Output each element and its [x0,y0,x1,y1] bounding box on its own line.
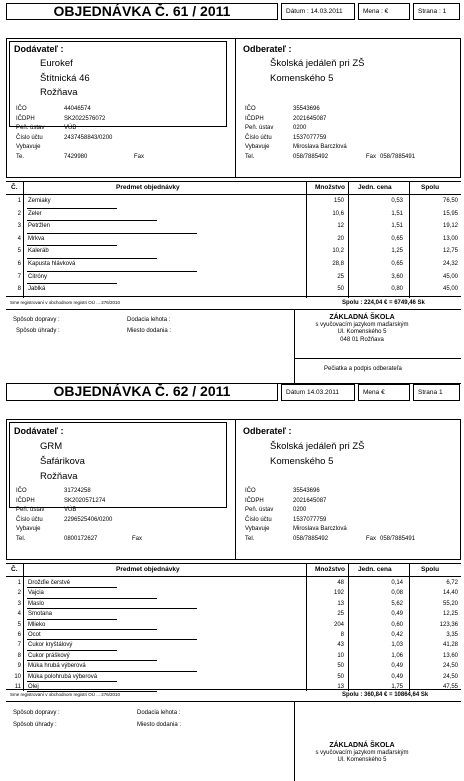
row-number: 4 [17,611,21,618]
customer-street: Komenského 5 [270,456,334,467]
item-total: 24,50 [442,663,458,670]
footer-divider [6,309,461,310]
field-key: Fax [366,154,377,160]
item-total: 45,00 [442,286,458,293]
item-unit-price: 0,49 [391,673,403,680]
item-total: 123,36 [439,621,458,628]
customer-name: Školská jedáleň pri ZŠ [270,58,365,69]
item-quantity: 50 [337,673,344,680]
signature-label: Pečiatka a podpis odberateľa [324,366,402,372]
item-unit-price: 0,80 [391,286,403,293]
customer-name: Školská jedáleň pri ZŠ [270,441,365,452]
supplier-city: Rožňava [40,471,78,482]
item-underline [27,296,157,297]
supplier-city: Rožňava [40,87,78,98]
delivery-place-label: Miesto dodania : [127,328,172,334]
column-header: Jedn. cena [358,184,392,191]
field-value: 2437458843/0200 [64,134,113,141]
order-62 [0,381,464,781]
item-total: 45,00 [442,273,458,280]
item-total: 15,95 [442,210,458,217]
table-row [6,246,461,256]
item-unit-price: 1,06 [391,652,403,659]
item-unit-price: 5,62 [391,600,403,607]
party-divider [235,419,236,560]
supplier-street: Šafárikova [40,456,85,467]
row-number: 2 [17,590,21,597]
payment-label: Spôsob úhrady : [16,328,60,334]
column-header: Spolu [421,184,440,191]
signature-line [294,358,461,359]
field-value: 058/7885491 [380,536,416,542]
item-name: Petržlen [28,223,51,230]
field-key: IČDPH [16,497,35,504]
row-number: 2 [17,210,21,217]
item-quantity: 10 [337,652,344,659]
item-quantity: 10,2 [332,248,344,255]
field-value: 058/7885491 [380,154,416,160]
field-key: IČO [245,106,256,112]
item-quantity: 8 [340,632,344,638]
item-unit-price: 0,60 [391,621,403,628]
column-header: Množstvo [315,184,345,191]
field-value: Miroslava Barczlová [293,144,347,151]
delivery-term-label: Dodacia lehota : [137,710,181,716]
field-key: IČO [16,488,27,494]
item-quantity: 12 [337,223,344,230]
item-quantity: 20 [337,235,344,242]
item-unit-price: 0,65 [391,261,403,267]
item-name: Olej [28,684,39,690]
order-currency: Mena : € [358,3,410,20]
item-name: Kapusta hlávková [28,261,76,267]
item-quantity: 50 [337,286,344,293]
item-total: 76,50 [442,198,458,204]
field-value: 35543696 [293,488,320,494]
order-header [0,381,464,403]
footer-vline [294,701,295,781]
field-value: 058/7885492 [293,154,329,160]
field-key: Peň. ústav [245,125,274,132]
row-number: 4 [17,235,21,242]
field-value: 1537077759 [293,134,327,141]
customer-label: Odberateľ : [243,426,292,436]
item-name: Zeler [28,210,42,217]
supplier-name: Eurokef [40,58,73,69]
payment-label: Spôsob úhrady : [13,722,57,728]
order-page: Strana : 1 [413,3,460,20]
field-value: VÚB [64,125,77,132]
delivery-place-label: Miesto dodania : [137,722,182,728]
column-header: Predmet objednávky [116,184,180,191]
item-name: Mrkva [28,235,45,242]
item-unit-price: 0,65 [391,235,403,242]
column-header: Č. [11,184,18,191]
item-name: Smotana [28,611,53,618]
table-row [6,272,461,282]
row-number: 6 [17,261,21,267]
field-value: 058/7885492 [293,536,329,542]
row-number: 1 [17,198,21,204]
item-total: 19,12 [442,223,458,230]
school-stamp: ZÁKLADNÁ ŠKOLA s vyučovacím jazykom maďarským Ul. Komenského 5 048 01 Rožňava [315,314,409,343]
row-number: 8 [17,286,21,293]
shipping-label: Spôsob dopravy : [13,710,60,716]
item-quantity: 28,8 [332,261,344,267]
order-title: OBJEDNÁVKA Č. 62 / 2011 [6,384,278,401]
item-total: 13,60 [442,652,458,659]
item-total: 12,75 [442,248,458,255]
field-value: 7429980 [64,154,88,160]
item-unit-price: 1,51 [391,223,403,230]
item-quantity: 204 [333,621,344,628]
item-name: Zemiaky [28,198,51,204]
item-name: Drožďie čerstvé [28,580,71,586]
registry-remark: Sme registrovaní v obchodnom registri OÚ ... 276/2010 [10,300,121,305]
item-unit-price: 1,03 [391,642,403,649]
order-header [0,0,464,22]
item-quantity: 25 [337,611,344,618]
row-number: 5 [17,621,21,628]
field-value: VÚB [64,507,77,514]
field-key: Číslo účtu [245,134,272,141]
order-total: Spolu : 224,04 € = 6749,46 Sk [342,300,425,306]
item-unit-price: 0,08 [391,590,403,597]
field-value: 2296525406/0200 [64,516,113,523]
item-name: Mlieko [28,621,46,628]
field-value: 44046574 [64,106,91,112]
field-value: 31724258 [64,488,91,494]
field-key: IČDPH [245,115,264,122]
item-unit-price: 0,42 [391,632,403,638]
item-name: Ocot [28,632,41,638]
item-total: 24,50 [442,673,458,680]
field-key: IČDPH [245,497,264,504]
row-number: 11 [14,684,21,690]
order-title: OBJEDNÁVKA Č. 61 / 2011 [6,3,278,20]
row-number: 6 [17,632,21,638]
field-value: SK2022576072 [64,115,106,122]
item-total: 41,28 [442,642,458,649]
column-header: Predmet objednávky [116,566,180,573]
item-total: 12,25 [442,611,458,618]
order-61 [0,0,464,384]
item-quantity: 13 [337,600,344,607]
party-divider [235,38,236,178]
order-total: Spolu : 360,84 € = 10864,64 Sk [342,692,429,698]
registry-remark: Sme registrovaní v obchodnom registri OÚ ... 276/2010 [10,692,121,697]
item-name: Múka polohrubá výberová [28,673,98,680]
item-quantity: 13 [337,684,344,690]
row-number: 7 [17,642,21,649]
table-row [6,209,461,219]
field-key: IČO [245,488,256,494]
field-key: Vybavuje [16,526,41,533]
item-total: 47,55 [442,684,458,690]
footer-vline [294,309,295,384]
field-key: Číslo účtu [245,516,272,523]
field-value: 0200 [293,125,307,132]
row-number: 8 [17,652,21,659]
item-quantity: 43 [337,642,344,649]
field-value: 2021645087 [293,115,327,122]
field-key: Tel. [245,154,255,160]
field-key: Tel. [245,536,255,542]
order-currency: Mena € [358,384,410,401]
item-unit-price: 1,25 [391,248,403,255]
field-key: Fax [132,536,143,542]
customer-label: Odberateľ : [243,44,292,54]
order-date: Dátum : 14.03.2011 [281,3,355,20]
item-total: 55,20 [442,600,458,607]
field-key: Vybavuje [16,144,41,151]
order-date: Dátum 14.03.2011 [281,384,355,401]
supplier-name: GRM [40,441,63,452]
field-value: 0200 [293,507,307,514]
field-key: Te. [16,154,25,160]
field-key: Číslo účtu [16,134,43,141]
table-row [6,196,461,206]
supplier-label: Dodávateľ : [14,44,64,54]
header-underline [6,576,461,577]
field-value: 1537077759 [293,516,327,523]
item-name: Maslo [28,600,45,607]
field-key: Fax [134,154,145,160]
field-key: Číslo účtu [16,516,43,523]
item-name: Múka hrubá výberová [28,663,86,670]
row-number: 5 [17,248,21,255]
item-name: Cukor práškový [28,652,70,659]
row-number: 3 [17,223,21,230]
item-unit-price: 0,53 [391,198,403,204]
order-page: Strana 1 [413,384,460,401]
item-total: 3,35 [446,632,458,638]
field-key: Peň. ústav [16,125,45,132]
row-number: 10 [14,673,21,680]
item-name: Kaleráb [28,248,49,255]
item-quantity: 150 [333,198,344,204]
column-header: Množstvo [315,566,345,573]
item-quantity: 50 [337,663,344,670]
field-value: Miroslava Barczlová [293,526,347,533]
field-value: 2021645087 [293,497,327,504]
shipping-label: Spôsob dopravy : [13,317,60,323]
field-key: Tel. [16,536,26,542]
item-total: 24,32 [442,261,458,267]
row-number: 9 [17,663,21,670]
item-name: Jablká [28,286,46,293]
field-key: IČDPH [16,115,35,122]
footer-divider [6,701,461,702]
header-underline [6,194,461,195]
item-name: Cukor kryštálový [28,642,73,649]
table-row [6,259,461,269]
school-stamp: ZÁKLADNÁ ŠKOLA s vyučovacím jazykom maďarským Ul. Komenského 5 [315,742,409,763]
table-row [6,234,461,244]
delivery-term-label: Dodacia lehota : [127,317,171,323]
items-table [6,181,461,297]
field-key: Fax [366,536,377,542]
field-value: 0800172627 [64,536,98,542]
item-unit-price: 0,14 [391,580,403,586]
item-quantity: 10,6 [332,210,344,217]
item-total: 13,00 [442,235,458,242]
item-unit-price: 3,60 [391,273,403,280]
column-header: Jedn. cena [358,566,392,573]
item-quantity: 25 [337,273,344,280]
item-quantity: 48 [337,580,344,586]
row-number: 1 [17,580,21,586]
column-header: Č. [11,566,18,573]
field-key: Vybavuje [245,526,270,533]
field-key: Vybavuje [245,144,270,151]
item-unit-price: 1,75 [391,684,403,690]
row-number: 7 [17,273,21,280]
item-unit-price: 0,49 [391,611,403,618]
item-total: 14,40 [442,590,458,597]
items-table [6,563,461,690]
column-header: Spolu [421,566,440,573]
field-key: Peň. ústav [16,507,45,514]
item-quantity: 192 [333,590,344,597]
item-unit-price: 0,49 [391,663,403,670]
item-name: Citróny [28,273,48,280]
item-unit-price: 1,51 [391,210,403,217]
item-name: Vajcia [28,590,44,597]
customer-street: Komenského 5 [270,73,334,84]
table-row [6,221,461,231]
field-key: Peň. ústav [245,507,274,514]
supplier-street: Štítnická 46 [40,73,90,84]
supplier-label: Dodávateľ : [14,426,64,436]
field-value: 35543696 [293,106,320,112]
row-number: 3 [17,600,21,607]
table-row [6,284,461,294]
field-value: SK2020571274 [64,497,106,504]
item-total: 6,72 [446,580,458,586]
field-key: IČO [16,106,27,112]
